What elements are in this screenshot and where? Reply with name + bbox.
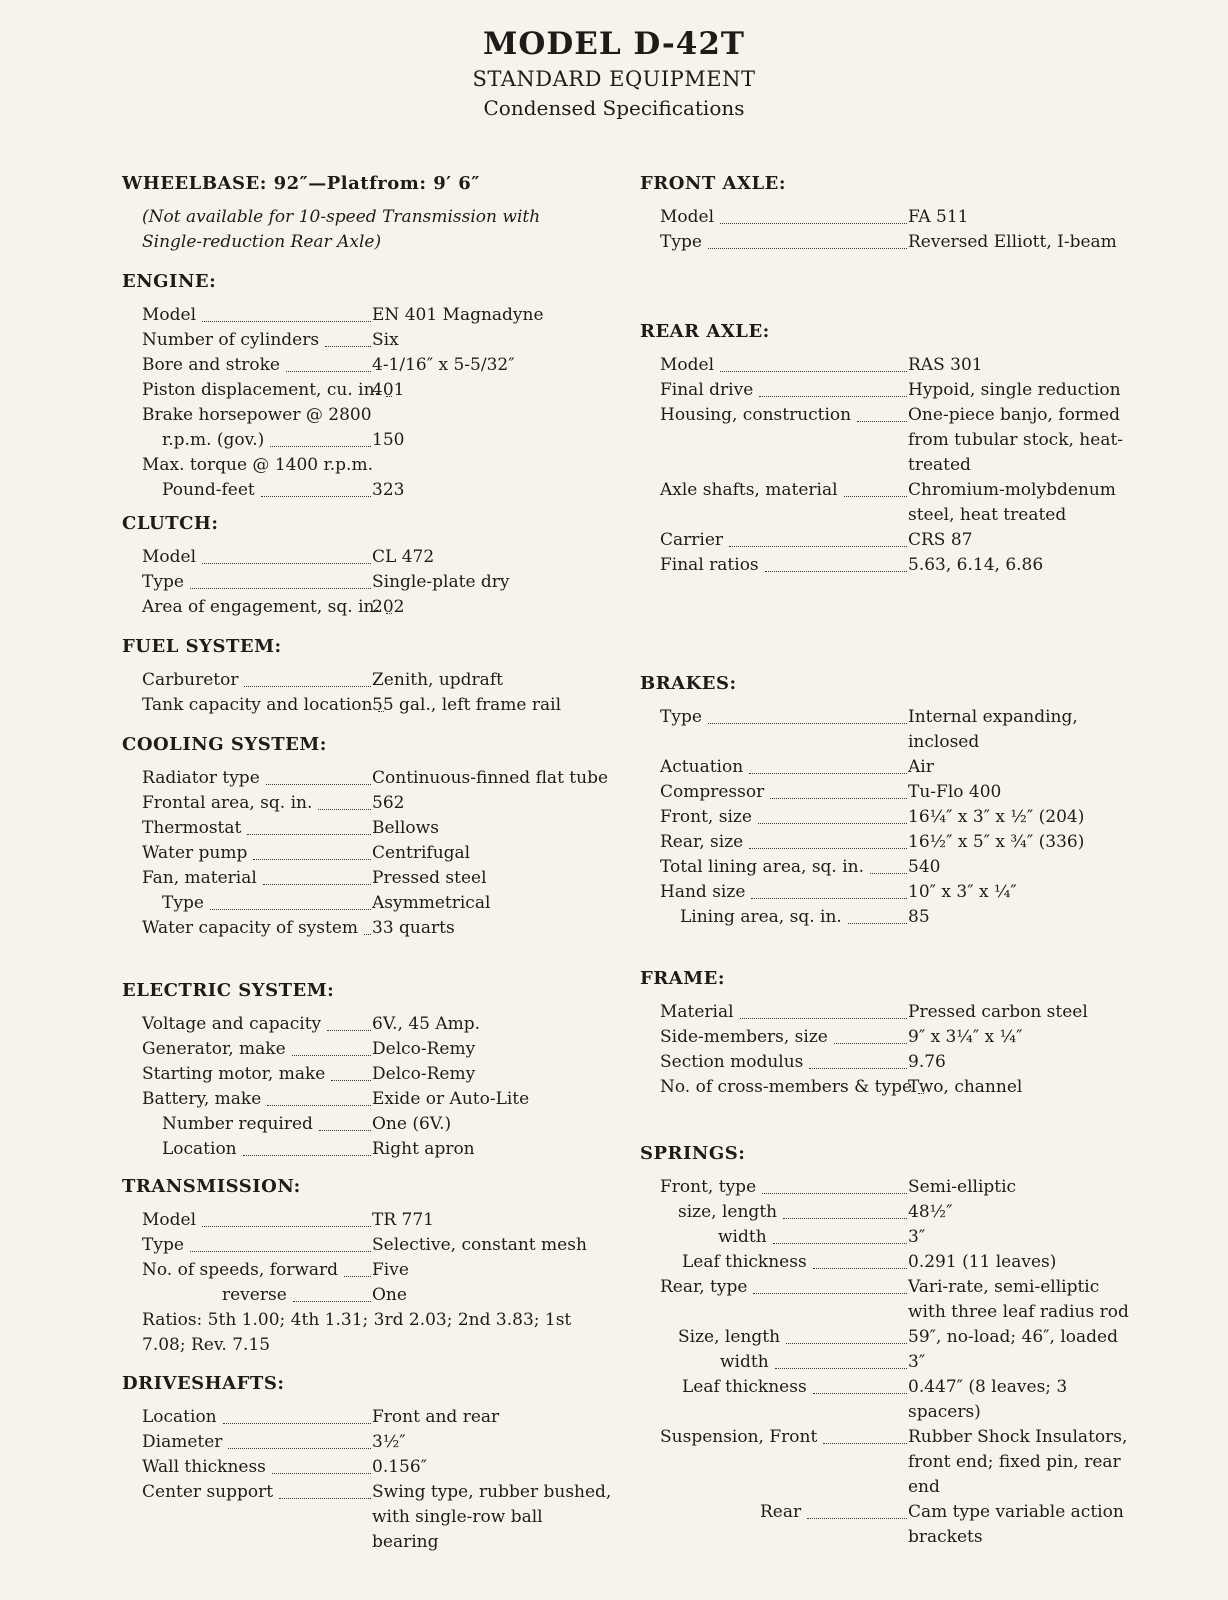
- dot-leader: [266, 784, 371, 785]
- spec-value: 202: [372, 597, 405, 617]
- spec-value: 3″: [908, 1227, 926, 1247]
- spec-value: Reversed Elliott, I-beam: [908, 232, 1117, 252]
- spec-row: [640, 1250, 1130, 1275]
- spec-row: [122, 403, 612, 428]
- spec-row: [640, 1275, 1130, 1325]
- dot-leader: [279, 1498, 371, 1499]
- spec-row: [122, 1405, 612, 1430]
- spec-value: 323: [372, 480, 405, 500]
- dot-leader: [740, 1018, 907, 1019]
- spec-value: 16¼″ x 3″ x ½″ (204): [908, 807, 1085, 827]
- spec-label: Type: [162, 893, 204, 913]
- dot-leader: [813, 1393, 907, 1394]
- spec-label: Tank capacity and location: [142, 695, 373, 715]
- spec-row: [640, 230, 1130, 255]
- spec-row: [640, 805, 1130, 830]
- spec-label: Model: [142, 305, 197, 325]
- spec-value: 4-1/16″ x 5-5/32″: [372, 355, 515, 375]
- dot-leader: [844, 496, 907, 497]
- dot-leader: [318, 809, 371, 810]
- spec-value: Hypoid, single reduction: [908, 380, 1121, 400]
- spec-label: Pound-feet: [162, 480, 255, 500]
- dot-leader: [720, 371, 907, 372]
- spec-label: Starting motor, make: [142, 1064, 326, 1084]
- spec-label: Hand size: [660, 882, 746, 902]
- spec-label: Generator, make: [142, 1039, 286, 1059]
- dot-leader: [319, 1130, 371, 1131]
- spec-label: Size, length: [678, 1327, 781, 1347]
- spec-row: [640, 1325, 1130, 1350]
- spec-value: Five: [372, 1260, 409, 1280]
- spec-row: [122, 353, 612, 378]
- spec-value: Bellows: [372, 818, 439, 838]
- spec-value: Chromium-molybdenum steel, heat treated: [908, 480, 1116, 525]
- spec-label: Battery, make: [142, 1089, 262, 1109]
- spec-value: Exide or Auto-Lite: [372, 1089, 530, 1109]
- dot-leader: [823, 1443, 907, 1444]
- spec-label: Rear, size: [660, 832, 744, 852]
- driveshafts-section: [122, 1372, 612, 1555]
- section-title: TRANSMISSION:: [122, 1176, 301, 1197]
- spec-row: [640, 1375, 1130, 1425]
- spec-row: [640, 403, 1130, 478]
- spec-value: RAS 301: [908, 355, 983, 375]
- spec-row: [122, 428, 612, 453]
- spec-row: [122, 595, 612, 620]
- frame-section: [640, 967, 1130, 1100]
- spec-label: Housing, construction: [660, 405, 852, 425]
- dot-leader: [364, 934, 371, 935]
- spec-label: Leaf thickness: [682, 1377, 807, 1397]
- spec-label: Max. torque @ 1400 r.p.m.: [142, 455, 373, 475]
- spec-row: [640, 553, 1130, 578]
- spec-label: Center support: [142, 1482, 274, 1502]
- dot-leader: [834, 1043, 907, 1044]
- spec-label: Model: [142, 1210, 197, 1230]
- section-title: WHEELBASE: 92″—Platfrom: 9′ 6″: [122, 173, 480, 194]
- spec-row: [640, 855, 1130, 880]
- page-title: MODEL D-42T: [483, 26, 745, 62]
- spec-label: Side-members, size: [660, 1027, 828, 1047]
- spec-label: Thermostat: [142, 818, 242, 838]
- dot-leader: [773, 1243, 907, 1244]
- clutch-section: [122, 512, 612, 620]
- dot-leader: [247, 834, 371, 835]
- dot-leader: [749, 848, 907, 849]
- dot-leader: [708, 248, 907, 249]
- spec-label: Diameter: [142, 1432, 223, 1452]
- spec-value: 48½″: [908, 1202, 953, 1222]
- spec-value: TR 771: [372, 1210, 434, 1230]
- spec-value: Pressed steel: [372, 868, 487, 888]
- spec-label: Wall thickness: [142, 1457, 266, 1477]
- engine-section: [122, 270, 612, 503]
- spec-label: width: [718, 1227, 767, 1247]
- spec-label: Brake horsepower @ 2800: [142, 405, 372, 425]
- spec-label: Compressor: [660, 782, 765, 802]
- dot-leader: [244, 686, 371, 687]
- spec-row: [640, 780, 1130, 805]
- spec-value: One: [372, 1285, 407, 1305]
- page-subtitle-secondary: Condensed Specifications: [483, 96, 745, 120]
- spec-value: 9.76: [908, 1052, 946, 1072]
- spec-row: [122, 478, 612, 503]
- spec-label: Fan, material: [142, 868, 257, 888]
- spec-row: [640, 1200, 1130, 1225]
- spec-label: Type: [660, 707, 702, 727]
- spec-row: [122, 1430, 612, 1455]
- spec-label: Frontal area, sq. in.: [142, 793, 313, 813]
- spec-label: width: [720, 1352, 769, 1372]
- spec-row: [122, 328, 612, 353]
- spec-row: [122, 378, 612, 403]
- spec-value: 401: [372, 380, 405, 400]
- spec-row: [640, 1500, 1130, 1550]
- cooling-system-section: [122, 733, 612, 941]
- spec-row: [640, 205, 1130, 230]
- spec-label: Type: [142, 1235, 184, 1255]
- spec-row: [640, 880, 1130, 905]
- spec-row: [640, 830, 1130, 855]
- spec-label: Actuation: [660, 757, 744, 777]
- dot-leader: [292, 1055, 371, 1056]
- transmission-ratios: Ratios: 5th 1.00; 4th 1.31; 3rd 2.03; 2nd 3.83; 1st 7.08; Rev. 7.15: [142, 1310, 572, 1355]
- spec-row: [122, 570, 612, 595]
- dot-leader: [286, 371, 371, 372]
- brakes-section: [640, 672, 1130, 930]
- spec-row: [122, 453, 612, 478]
- spec-row: [640, 1050, 1130, 1075]
- spec-label: Model: [660, 207, 715, 227]
- spec-value: One (6V.): [372, 1114, 452, 1134]
- spec-value: Two, channel: [908, 1077, 1023, 1097]
- spec-value: Zenith, updraft: [372, 670, 503, 690]
- section-title: COOLING SYSTEM:: [122, 734, 327, 755]
- spec-value: 10″ x 3″ x ¼″: [908, 882, 1017, 902]
- spec-row: [640, 378, 1130, 403]
- spec-label: Water pump: [142, 843, 248, 863]
- dot-leader: [261, 496, 371, 497]
- dot-leader: [202, 563, 371, 564]
- spec-label: Final drive: [660, 380, 754, 400]
- spec-value: Continuous-finned flat tube: [372, 768, 609, 788]
- dot-leader: [749, 773, 907, 774]
- section-title: FRAME:: [640, 968, 725, 989]
- dot-leader: [202, 321, 371, 322]
- spec-value: One-piece banjo, formed from tubular stock, heat-treated: [908, 405, 1124, 475]
- dot-leader: [759, 396, 907, 397]
- spec-value: Right apron: [372, 1139, 475, 1159]
- spec-label: Number required: [162, 1114, 313, 1134]
- spec-row: [122, 545, 612, 570]
- section-title: SPRINGS:: [640, 1143, 746, 1164]
- spec-label: Material: [660, 1002, 734, 1022]
- spec-row: [122, 1258, 612, 1283]
- section-title: ELECTRIC SYSTEM:: [122, 980, 335, 1001]
- spec-value: Internal expanding, inclosed: [908, 707, 1078, 752]
- dot-leader: [848, 923, 907, 924]
- spec-value: 150: [372, 430, 405, 450]
- transmission-section: [122, 1175, 612, 1358]
- dot-leader: [228, 1448, 371, 1449]
- spec-value: Delco-Remy: [372, 1039, 476, 1059]
- dot-leader: [325, 346, 371, 347]
- spec-value: CL 472: [372, 547, 435, 567]
- spec-value: 0.156″: [372, 1457, 428, 1477]
- spec-label: Area of engagement, sq. in.: [142, 597, 380, 617]
- spec-row: [640, 478, 1130, 528]
- dot-leader: [327, 1030, 371, 1031]
- rear-axle-section: [640, 320, 1130, 578]
- front-axle-section: [640, 172, 1130, 255]
- dot-leader: [202, 1226, 371, 1227]
- dot-leader: [293, 1301, 371, 1302]
- dot-leader: [751, 898, 907, 899]
- spec-label: reverse: [222, 1285, 287, 1305]
- spec-label: Leaf thickness: [682, 1252, 807, 1272]
- spec-label: Piston displacement, cu. in.: [142, 380, 380, 400]
- spec-value: 85: [908, 907, 930, 927]
- spec-row: [640, 528, 1130, 553]
- dot-leader: [210, 909, 371, 910]
- spec-value: 5.63, 6.14, 6.86: [908, 555, 1044, 575]
- spec-value: Asymmetrical: [372, 893, 491, 913]
- spec-row: [122, 1037, 612, 1062]
- spec-row: [122, 916, 612, 941]
- spec-row: [122, 1480, 612, 1555]
- dot-leader: [344, 1276, 371, 1277]
- page-header: [0, 24, 1228, 122]
- spec-label: Rear, type: [660, 1277, 748, 1297]
- spec-row: [640, 1000, 1130, 1025]
- spec-row: [640, 353, 1130, 378]
- spec-row: [122, 1112, 612, 1137]
- spec-value: Rubber Shock Insulators, front end; fixed pin, rear end: [908, 1427, 1128, 1497]
- dot-leader: [190, 588, 371, 589]
- spec-row: [640, 1075, 1130, 1100]
- spec-value: FA 511: [908, 207, 969, 227]
- spec-label: Type: [660, 232, 702, 252]
- spec-label: Location: [142, 1407, 217, 1427]
- spec-value: 562: [372, 793, 405, 813]
- dot-leader: [243, 1155, 371, 1156]
- spec-label: Number of cylinders: [142, 330, 320, 350]
- spec-row: [640, 1425, 1130, 1500]
- spec-value: 33 quarts: [372, 918, 455, 938]
- spec-value: Swing type, rubber bushed, with single-row ball bearing: [372, 1482, 612, 1552]
- spec-label: Water capacity of system: [142, 918, 359, 938]
- spec-row: [122, 1233, 612, 1258]
- spec-value: 16½″ x 5″ x ¾″ (336): [908, 832, 1085, 852]
- section-title: DRIVESHAFTS:: [122, 1373, 285, 1394]
- section-title: CLUTCH:: [122, 513, 219, 534]
- spec-row: [640, 905, 1130, 930]
- spec-value: Air: [908, 757, 934, 777]
- dot-leader: [272, 1473, 371, 1474]
- spec-label: Suspension, Front: [660, 1427, 818, 1447]
- spec-value: 3″: [908, 1352, 926, 1372]
- dot-leader: [765, 571, 907, 572]
- dot-leader: [708, 723, 907, 724]
- spec-label: Front, size: [660, 807, 752, 827]
- dot-leader: [331, 1080, 371, 1081]
- spec-value: EN 401 Magnadyne: [372, 305, 544, 325]
- spec-row: [122, 1455, 612, 1480]
- spec-row: [640, 1225, 1130, 1250]
- dot-leader: [253, 859, 371, 860]
- spec-value: 59″, no-load; 46″, loaded: [908, 1327, 1118, 1347]
- spec-value: 3½″: [372, 1432, 406, 1452]
- spec-value: 55 gal., left frame rail: [372, 695, 562, 715]
- dot-leader: [762, 1193, 907, 1194]
- spec-row: [122, 816, 612, 841]
- spec-label: Model: [660, 355, 715, 375]
- dot-leader: [263, 884, 371, 885]
- spec-label: Radiator type: [142, 768, 260, 788]
- spec-value: 6V., 45 Amp.: [372, 1014, 481, 1034]
- section-title: FRONT AXLE:: [640, 173, 786, 194]
- spec-label: Model: [142, 547, 197, 567]
- dot-leader: [267, 1105, 371, 1106]
- spec-value: Delco-Remy: [372, 1064, 476, 1084]
- spec-row: [122, 1208, 612, 1233]
- spec-value: Single-plate dry: [372, 572, 510, 592]
- spec-value: Cam type variable action brackets: [908, 1502, 1124, 1547]
- spec-value: 9″ x 3¼″ x ¼″: [908, 1027, 1023, 1047]
- section-title: ENGINE:: [122, 271, 217, 292]
- spec-label: Carburetor: [142, 670, 239, 690]
- spec-value: 540: [908, 857, 941, 877]
- dot-leader: [813, 1268, 907, 1269]
- section-title: BRAKES:: [640, 673, 737, 694]
- spec-label: Bore and stroke: [142, 355, 280, 375]
- spec-row: [122, 1087, 612, 1112]
- spec-row: [640, 1025, 1130, 1050]
- dot-leader: [783, 1218, 907, 1219]
- spec-row: [122, 668, 612, 693]
- spec-value: 0.447″ (8 leaves; 3 spacers): [908, 1377, 1068, 1422]
- wheelbase-note: (Not available for 10-speed Transmission with Single-reduction Rear Axle): [142, 207, 541, 252]
- wheelbase-section: [122, 172, 612, 255]
- spec-row: [122, 693, 612, 718]
- spec-label: Voltage and capacity: [142, 1014, 322, 1034]
- spec-row: [640, 1175, 1130, 1200]
- dot-leader: [758, 823, 907, 824]
- fuel-system-section: [122, 635, 612, 718]
- section-title: REAR AXLE:: [640, 321, 770, 342]
- spec-row: [640, 755, 1130, 780]
- spec-label: Lining area, sq. in.: [680, 907, 842, 927]
- spec-value: Vari-rate, semi-elliptic with three leaf radius rod: [908, 1277, 1129, 1322]
- dot-leader: [190, 1251, 371, 1252]
- dot-leader: [223, 1423, 371, 1424]
- spec-label: Type: [142, 572, 184, 592]
- spec-label: Total lining area, sq. in.: [660, 857, 865, 877]
- dot-leader: [729, 546, 907, 547]
- dot-leader: [720, 223, 907, 224]
- spec-row: [122, 1137, 612, 1162]
- spec-value: Front and rear: [372, 1407, 500, 1427]
- spec-row: [122, 1062, 612, 1087]
- dot-leader: [770, 798, 907, 799]
- springs-section: [640, 1142, 1130, 1550]
- dot-leader: [786, 1343, 907, 1344]
- spec-label: Final ratios: [660, 555, 759, 575]
- spec-value: CRS 87: [908, 530, 973, 550]
- spec-value: Tu-Flo 400: [908, 782, 1002, 802]
- dot-leader: [857, 421, 907, 422]
- dot-leader: [270, 446, 371, 447]
- spec-row: [122, 1283, 612, 1308]
- spec-row: [122, 791, 612, 816]
- spec-row: [122, 841, 612, 866]
- dot-leader: [809, 1068, 907, 1069]
- dot-leader: [775, 1368, 907, 1369]
- section-title: FUEL SYSTEM:: [122, 636, 282, 657]
- spec-label: Axle shafts, material: [660, 480, 838, 500]
- spec-row: [122, 866, 612, 891]
- spec-label: r.p.m. (gov.): [162, 430, 265, 450]
- spec-label: No. of speeds, forward: [142, 1260, 339, 1280]
- spec-row: [122, 891, 612, 916]
- electric-system-section: [122, 979, 612, 1162]
- spec-row: [122, 1012, 612, 1037]
- spec-label: Location: [162, 1139, 237, 1159]
- dot-leader: [753, 1293, 907, 1294]
- spec-row: [122, 303, 612, 328]
- spec-value: Selective, constant mesh: [372, 1235, 587, 1255]
- dot-leader: [807, 1518, 907, 1519]
- dot-leader: [870, 873, 907, 874]
- spec-row: [122, 766, 612, 791]
- spec-label: size, length: [678, 1202, 778, 1222]
- spec-label: Rear: [760, 1502, 802, 1522]
- spec-value: Semi-elliptic: [908, 1177, 1017, 1197]
- page-subtitle: STANDARD EQUIPMENT: [472, 67, 756, 91]
- spec-label: No. of cross-members & type: [660, 1077, 913, 1097]
- spec-value: Centrifugal: [372, 843, 471, 863]
- spec-value: Pressed carbon steel: [908, 1002, 1088, 1022]
- spec-label: Section modulus: [660, 1052, 804, 1072]
- spec-value: 0.291 (11 leaves): [908, 1252, 1057, 1272]
- spec-label: Front, type: [660, 1177, 757, 1197]
- spec-row: [640, 1350, 1130, 1375]
- spec-label: Carrier: [660, 530, 724, 550]
- spec-value: Six: [372, 330, 399, 350]
- spec-row: [640, 705, 1130, 755]
